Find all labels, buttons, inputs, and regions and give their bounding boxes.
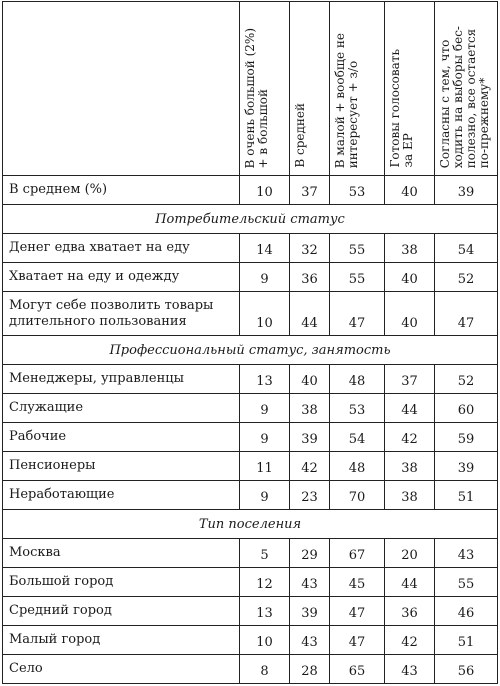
table-cell: 39 xyxy=(290,597,330,626)
row-label: Пенсионеры xyxy=(3,452,240,481)
row-label: Средний город xyxy=(3,597,240,626)
table-cell: 48 xyxy=(330,452,385,481)
column-header: В малой + вообще не интересует + з/о xyxy=(330,2,385,176)
header-corner-cell xyxy=(3,2,240,176)
table-cell: 9 xyxy=(240,394,290,423)
table-cell: 59 xyxy=(435,423,498,452)
table-cell: 38 xyxy=(385,481,435,510)
table-cell: 43 xyxy=(290,568,330,597)
table-cell: 40 xyxy=(385,292,435,336)
table-row-average xyxy=(3,176,498,205)
column-header: Готовы голосовать за ЕР xyxy=(385,2,435,176)
table-cell: 10 xyxy=(240,292,290,336)
table-cell: 47 xyxy=(330,597,385,626)
table-cell: 39 xyxy=(435,176,498,205)
section-title: Профессиональный статус, занятость xyxy=(3,336,498,365)
row-label: Большой город xyxy=(3,568,240,597)
section-title: Потребительский статус xyxy=(3,205,498,234)
column-header: В очень большой (2%) + в большой xyxy=(240,2,290,176)
table-cell: 37 xyxy=(385,365,435,394)
table-cell: 55 xyxy=(330,234,385,263)
table-cell: 47 xyxy=(435,292,498,336)
table-cell: 5 xyxy=(240,539,290,568)
table-cell: 46 xyxy=(435,597,498,626)
table-cell: 55 xyxy=(435,568,498,597)
table-cell: 45 xyxy=(330,568,385,597)
row-label: Малый город xyxy=(3,626,240,655)
table-cell: 32 xyxy=(290,234,330,263)
table-cell: 51 xyxy=(435,626,498,655)
table-cell: 10 xyxy=(240,176,290,205)
table-cell: 51 xyxy=(435,481,498,510)
table-cell: 13 xyxy=(240,365,290,394)
table-cell: 12 xyxy=(240,568,290,597)
table-cell: 52 xyxy=(435,365,498,394)
table-cell: 11 xyxy=(240,452,290,481)
table-cell: 9 xyxy=(240,263,290,292)
table-cell: 52 xyxy=(435,263,498,292)
table-cell: 43 xyxy=(435,539,498,568)
header-row xyxy=(3,2,498,176)
table-row xyxy=(3,365,498,394)
section-header-row xyxy=(3,510,498,539)
table-cell: 67 xyxy=(330,539,385,568)
table-cell: 8 xyxy=(240,655,290,684)
table-cell: 48 xyxy=(330,365,385,394)
row-label: Неработающие xyxy=(3,481,240,510)
table-cell: 28 xyxy=(290,655,330,684)
table-cell: 10 xyxy=(240,626,290,655)
table-cell: 23 xyxy=(290,481,330,510)
table-cell: 9 xyxy=(240,423,290,452)
row-label: Москва xyxy=(3,539,240,568)
table-cell: 39 xyxy=(290,423,330,452)
column-header: В средней xyxy=(290,2,330,176)
table-row xyxy=(3,597,498,626)
table-cell: 53 xyxy=(330,176,385,205)
table-cell: 44 xyxy=(290,292,330,336)
table-row xyxy=(3,481,498,510)
row-label: Менеджеры, управленцы xyxy=(3,365,240,394)
table-cell: 14 xyxy=(240,234,290,263)
table-cell: 40 xyxy=(385,263,435,292)
section-header-row xyxy=(3,205,498,234)
table-cell: 56 xyxy=(435,655,498,684)
row-label: Рабочие xyxy=(3,423,240,452)
table-cell: 29 xyxy=(290,539,330,568)
table-cell: 47 xyxy=(330,626,385,655)
table-row xyxy=(3,394,498,423)
table-cell: 43 xyxy=(385,655,435,684)
table-cell: 54 xyxy=(330,423,385,452)
table-cell: 36 xyxy=(290,263,330,292)
table-cell: 37 xyxy=(290,176,330,205)
row-label: Хватает на еду и одежду xyxy=(3,263,240,292)
row-label: Могут себе позволить товары длительного пользования xyxy=(3,292,240,336)
row-label: Служащие xyxy=(3,394,240,423)
table-row xyxy=(3,568,498,597)
row-label: В среднем (%) xyxy=(3,176,240,205)
row-label: Село xyxy=(3,655,240,684)
table-cell: 13 xyxy=(240,597,290,626)
table-row xyxy=(3,234,498,263)
table-cell: 60 xyxy=(435,394,498,423)
table-cell: 70 xyxy=(330,481,385,510)
table-cell: 44 xyxy=(385,394,435,423)
section-header-row xyxy=(3,336,498,365)
table-row xyxy=(3,263,498,292)
table-cell: 20 xyxy=(385,539,435,568)
table-cell: 38 xyxy=(385,234,435,263)
table-cell: 42 xyxy=(290,452,330,481)
table-cell: 38 xyxy=(290,394,330,423)
table-cell: 36 xyxy=(385,597,435,626)
table-row xyxy=(3,452,498,481)
table-cell: 55 xyxy=(330,263,385,292)
table-cell: 44 xyxy=(385,568,435,597)
survey-table xyxy=(2,1,498,684)
table-cell: 65 xyxy=(330,655,385,684)
row-label: Денег едва хватает на еду xyxy=(3,234,240,263)
table-cell: 47 xyxy=(330,292,385,336)
table-row xyxy=(3,655,498,684)
table-cell: 54 xyxy=(435,234,498,263)
table-cell: 39 xyxy=(435,452,498,481)
table-cell: 42 xyxy=(385,626,435,655)
table-cell: 42 xyxy=(385,423,435,452)
table-row xyxy=(3,292,498,336)
section-title: Тип поселения xyxy=(3,510,498,539)
table-cell: 53 xyxy=(330,394,385,423)
table-row xyxy=(3,423,498,452)
table-row xyxy=(3,626,498,655)
table-cell: 43 xyxy=(290,626,330,655)
column-header: Согласны с тем, что ходить на выборы бес- полезно, все остается по-прежнему* xyxy=(435,2,498,176)
table-cell: 40 xyxy=(290,365,330,394)
table-cell: 9 xyxy=(240,481,290,510)
table-row xyxy=(3,539,498,568)
table-cell: 38 xyxy=(385,452,435,481)
table-cell: 40 xyxy=(385,176,435,205)
